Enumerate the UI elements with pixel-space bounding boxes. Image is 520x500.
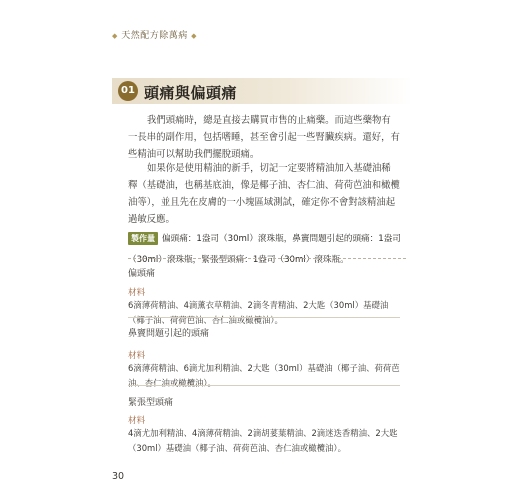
running-head-text: 天然配方除萬病 xyxy=(121,31,188,41)
dashed-divider xyxy=(128,258,406,259)
subsection-title: 緊張型頭痛 xyxy=(128,398,174,408)
materials-label: 材料 xyxy=(128,416,146,426)
page-number: 30 xyxy=(112,471,125,482)
yield-box xyxy=(128,226,406,268)
materials-text: 4滴尤加利精油、4滴薄荷精油、2滴胡荽葉精油、2滴迷迭香精油、2大匙（30ml）基礎油（椰子油、荷荷芭油、杏仁油或橄欖油）。 xyxy=(128,428,398,453)
materials-label: 材料 xyxy=(128,288,146,298)
subsection-title: 鼻竇問題引起的頭痛 xyxy=(128,329,210,339)
section-number-badge: 01 xyxy=(118,81,138,101)
materials-text: 6滴薄荷精油、6滴尤加利精油、2大匙（30ml）基礎油（椰子油、荷荷芭油、杏仁油或橄欖油）。 xyxy=(128,363,400,388)
section-divider xyxy=(128,317,400,318)
subsection-title: 偏頭痛 xyxy=(128,269,156,279)
section-title: 頭痛與偏頭痛 xyxy=(144,84,238,102)
yield-text: 偏頭痛：1盎司（30ml）滾珠瓶，鼻竇問題引起的頭痛：1盎司（30ml）滾珠瓶，緊張型頭痛：1盎司（30ml）滾珠瓶。 xyxy=(128,234,401,265)
body-paragraph: 我們頭痛時，總是直接去購買市售的止痛藥。而這些藥物有一長串的副作用，包括嗜睡，甚至會引起一些腎臟疾病。還好，有些精油可以幫助我們擺脫頭痛。 xyxy=(128,115,400,160)
body-paragraph: 如果你是使用精油的新手，切記一定要將精油加入基礎油稀釋（基礎油，也稱基底油，像是椰子油、杏仁油、荷荷芭油和橄欖油等），並且先在皮膚的一小塊區域測試，確定你不會對該精油起過敏反應。 xyxy=(128,163,400,225)
yield-tag: 製作量 xyxy=(128,232,158,245)
section-divider xyxy=(128,385,400,386)
diamond-icon: ◆ xyxy=(112,32,118,40)
running-head xyxy=(112,28,197,41)
materials-label: 材料 xyxy=(128,351,146,361)
diamond-icon: ◆ xyxy=(191,32,198,40)
materials-text: 6滴薄荷精油、4滴薰衣草精油、2滴冬青精油、2大匙（30ml）基礎油（椰子油、荷荷芭油、杏仁油或橄欖油）。 xyxy=(128,300,389,325)
